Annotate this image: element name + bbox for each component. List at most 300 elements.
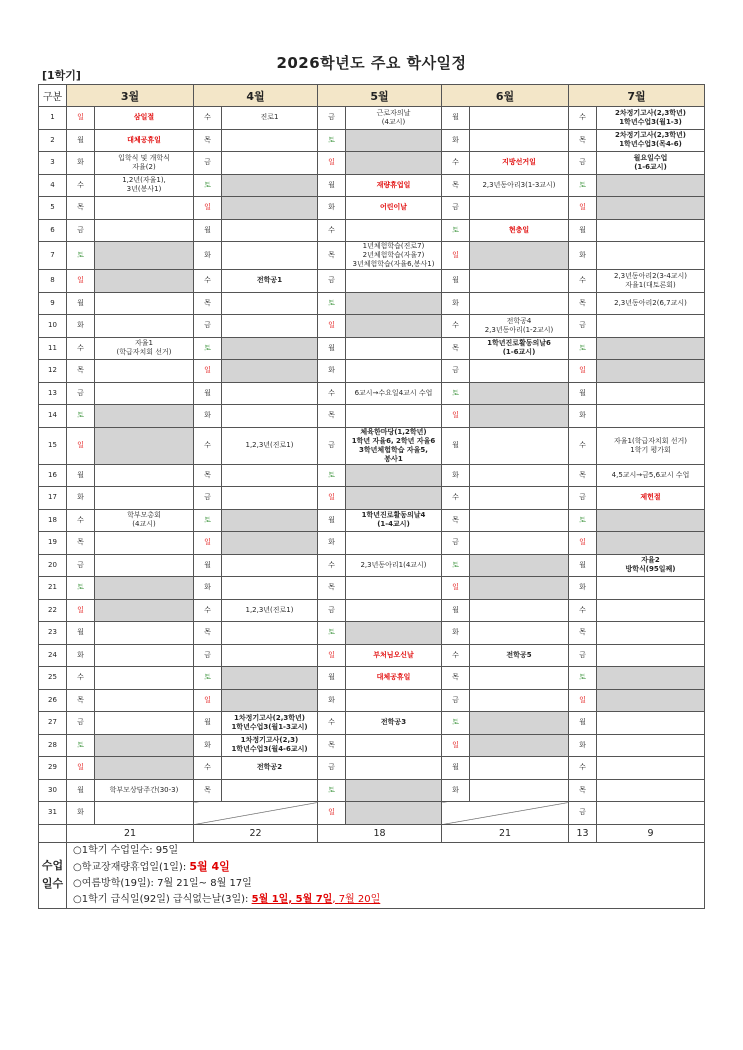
event-cell [95, 554, 194, 577]
summary-notes [67, 842, 705, 908]
day-of-week: 목 [569, 779, 597, 802]
date-number: 11 [39, 337, 67, 360]
day-of-week: 월 [318, 337, 346, 360]
note-date: 7월 20일 [338, 893, 381, 905]
table-row [39, 779, 705, 802]
event-cell [95, 644, 194, 667]
day-of-week: 목 [194, 622, 222, 645]
day-of-week: 목 [569, 292, 597, 315]
event-cell [95, 532, 194, 555]
month-total: 21 [67, 824, 194, 842]
day-of-week: 수 [442, 315, 470, 338]
event-cell [470, 242, 569, 270]
day-of-week: 화 [442, 129, 470, 152]
event-cell [222, 174, 318, 197]
month-header: 6월 [442, 85, 569, 107]
day-of-week: 금 [67, 219, 95, 242]
day-of-week: 목 [194, 292, 222, 315]
day-of-week: 토 [318, 622, 346, 645]
day-of-week: 토 [67, 734, 95, 757]
day-of-week: 수 [569, 427, 597, 464]
event-cell [346, 315, 442, 338]
event-cell: 자율1 (학급자치회 선거) [95, 337, 194, 360]
table-row [39, 382, 705, 405]
event-cell: 4,5교시→금5,6교시 수업 [597, 464, 705, 487]
month-header: 3월 [67, 85, 194, 107]
day-of-week: 금 [318, 757, 346, 780]
day-of-week: 일 [194, 197, 222, 220]
event-cell [346, 360, 442, 383]
day-of-week: 화 [318, 532, 346, 555]
day-of-week: 일 [67, 599, 95, 622]
day-of-week: 화 [442, 779, 470, 802]
table-row [39, 554, 705, 577]
day-of-week: 화 [67, 487, 95, 510]
month-total: 21 [442, 824, 569, 842]
event-cell [346, 464, 442, 487]
event-cell: 1학년진로활동의날4 (1-4교시) [346, 509, 442, 532]
day-of-week: 수 [67, 337, 95, 360]
event-cell [346, 734, 442, 757]
day-of-week: 월 [67, 779, 95, 802]
day-of-week: 금 [442, 689, 470, 712]
note-text: ○1학기 급식일(92일) 급식없는날(3일): [73, 893, 252, 905]
day-of-week: 일 [194, 689, 222, 712]
day-of-week: 화 [318, 360, 346, 383]
day-of-week: 화 [569, 242, 597, 270]
event-cell [95, 197, 194, 220]
table-row [39, 197, 705, 220]
day-of-week: 일 [318, 644, 346, 667]
day-of-week: 수 [569, 107, 597, 130]
day-of-week: 화 [67, 152, 95, 175]
date-number: 19 [39, 532, 67, 555]
event-cell: 제헌절 [597, 487, 705, 510]
event-cell [222, 464, 318, 487]
event-cell: 1차정기고사(2,3) 1학년수업3(월4-6교시) [222, 734, 318, 757]
day-of-week: 수 [569, 599, 597, 622]
date-number: 16 [39, 464, 67, 487]
event-cell [222, 360, 318, 383]
event-cell [597, 779, 705, 802]
event-cell [597, 509, 705, 532]
event-cell [597, 315, 705, 338]
event-cell [346, 405, 442, 428]
event-cell [95, 270, 194, 293]
day-of-week: 토 [194, 174, 222, 197]
event-cell [95, 405, 194, 428]
day-of-week: 금 [194, 487, 222, 510]
day-of-week: 일 [442, 405, 470, 428]
day-of-week: 토 [194, 667, 222, 690]
event-cell [597, 382, 705, 405]
day-of-week: 토 [318, 129, 346, 152]
event-cell [597, 405, 705, 428]
table-row [39, 405, 705, 428]
event-cell [346, 270, 442, 293]
event-cell [95, 464, 194, 487]
day-of-week: 화 [67, 802, 95, 825]
day-of-week: 일 [442, 577, 470, 600]
day-of-week: 일 [67, 107, 95, 130]
day-of-week: 금 [318, 270, 346, 293]
event-cell: 학부모상담주간(30-3) [95, 779, 194, 802]
day-of-week: 월 [194, 382, 222, 405]
day-of-week: 월 [318, 667, 346, 690]
date-number: 14 [39, 405, 67, 428]
event-cell [346, 152, 442, 175]
table-row [39, 532, 705, 555]
event-cell [222, 644, 318, 667]
day-of-week: 목 [442, 337, 470, 360]
table-row [39, 509, 705, 532]
event-cell [470, 599, 569, 622]
day-of-week: 일 [67, 270, 95, 293]
day-of-week: 수 [194, 757, 222, 780]
day-of-week: 월 [67, 129, 95, 152]
day-of-week: 일 [318, 315, 346, 338]
day-of-week: 수 [442, 152, 470, 175]
day-of-week: 토 [318, 779, 346, 802]
event-cell [470, 292, 569, 315]
event-cell [222, 129, 318, 152]
day-of-week: 일 [569, 197, 597, 220]
day-of-week: 목 [318, 405, 346, 428]
event-cell [222, 532, 318, 555]
event-cell [597, 599, 705, 622]
event-cell: 월요일수업 (1-6교시) [597, 152, 705, 175]
day-of-week: 목 [569, 129, 597, 152]
day-of-week: 일 [569, 360, 597, 383]
event-cell [597, 689, 705, 712]
day-of-week: 수 [569, 270, 597, 293]
page-title: 2026학년도 주요 학사일정 [276, 54, 467, 72]
event-cell: 전학공5 [470, 644, 569, 667]
day-of-week: 토 [569, 667, 597, 690]
day-of-week: 월 [569, 382, 597, 405]
day-of-week: 금 [194, 152, 222, 175]
day-of-week: 목 [442, 174, 470, 197]
date-number: 18 [39, 509, 67, 532]
event-cell [597, 242, 705, 270]
day-of-week: 목 [442, 509, 470, 532]
day-of-week: 일 [442, 734, 470, 757]
day-of-week: 일 [194, 360, 222, 383]
day-of-week: 목 [67, 532, 95, 555]
day-of-week: 일 [442, 242, 470, 270]
day-of-week: 토 [569, 174, 597, 197]
event-cell: 체육한마당(1,2학년) 1학년 자율6, 2학년 자율6 3학년체험학습 자율5, 봉사1 [346, 427, 442, 464]
table-row [39, 802, 705, 825]
table-row [39, 689, 705, 712]
event-cell [95, 315, 194, 338]
event-cell [346, 532, 442, 555]
month-total: 18 [318, 824, 442, 842]
event-cell: 삼일절 [95, 107, 194, 130]
table-row [39, 270, 705, 293]
table-row [39, 622, 705, 645]
note-date: 5월 4일 [189, 859, 230, 873]
day-of-week: 토 [318, 292, 346, 315]
day-of-week: 토 [67, 405, 95, 428]
event-cell: 1차정기고사(2,3학년) 1학년수업3(월1-3교시) [222, 712, 318, 735]
date-number: 20 [39, 554, 67, 577]
table-row [39, 337, 705, 360]
event-cell [470, 464, 569, 487]
day-of-week: 목 [194, 779, 222, 802]
day-of-week: 수 [194, 599, 222, 622]
event-cell [95, 577, 194, 600]
note-summer-vacation: ○여름방학(19일): 7월 21일~ 8월 17일 [73, 877, 252, 889]
date-number: 23 [39, 622, 67, 645]
day-of-week: 목 [67, 689, 95, 712]
date-number: 3 [39, 152, 67, 175]
date-number: 10 [39, 315, 67, 338]
table-row [39, 644, 705, 667]
day-of-week: 수 [318, 554, 346, 577]
note-meals [73, 892, 704, 908]
event-cell [597, 734, 705, 757]
event-cell: 학부모총회 (4교시) [95, 509, 194, 532]
event-cell [597, 219, 705, 242]
event-cell [470, 734, 569, 757]
day-of-week: 금 [442, 532, 470, 555]
totals-corner [39, 824, 67, 842]
day-of-week: 토 [194, 509, 222, 532]
day-of-week: 토 [442, 554, 470, 577]
event-cell: 2,3년동아리3(1-3교시) [470, 174, 569, 197]
event-cell [222, 197, 318, 220]
date-number: 29 [39, 757, 67, 780]
table-row [39, 315, 705, 338]
event-cell [597, 197, 705, 220]
event-cell [222, 382, 318, 405]
date-number: 8 [39, 270, 67, 293]
event-cell [222, 152, 318, 175]
table-row [39, 599, 705, 622]
day-of-week: 금 [442, 197, 470, 220]
event-cell [95, 667, 194, 690]
day-of-week: 토 [569, 509, 597, 532]
day-of-week: 화 [67, 315, 95, 338]
event-cell [470, 382, 569, 405]
event-cell [470, 779, 569, 802]
event-cell [346, 219, 442, 242]
day-of-week: 토 [194, 337, 222, 360]
summary-row [39, 842, 705, 908]
date-number: 13 [39, 382, 67, 405]
event-cell [95, 689, 194, 712]
event-cell [597, 577, 705, 600]
note-text: ○학교장재량휴업일(1일): [73, 861, 190, 873]
event-cell [346, 577, 442, 600]
note-discretionary-holiday [73, 859, 704, 876]
day-of-week: 월 [194, 219, 222, 242]
date-number: 7 [39, 242, 67, 270]
day-of-week: 토 [67, 242, 95, 270]
event-cell [597, 802, 705, 825]
day-of-week: 화 [442, 464, 470, 487]
day-of-week: 금 [194, 644, 222, 667]
date-number: 12 [39, 360, 67, 383]
day-of-week: 목 [569, 464, 597, 487]
event-cell: 1년체험학습(진로7) 2년체험학습(자율7) 3년체험학습(자율6,봉사1) [346, 242, 442, 270]
day-of-week: 토 [67, 577, 95, 600]
day-of-week: 월 [194, 712, 222, 735]
day-of-week: 월 [442, 270, 470, 293]
day-of-week: 수 [569, 757, 597, 780]
event-cell [597, 757, 705, 780]
day-of-week: 토 [442, 712, 470, 735]
date-number: 24 [39, 644, 67, 667]
day-of-week: 목 [318, 577, 346, 600]
day-of-week: 화 [569, 577, 597, 600]
day-of-week: 토 [442, 382, 470, 405]
event-cell [470, 622, 569, 645]
empty-cell [194, 802, 318, 825]
day-of-week: 일 [318, 152, 346, 175]
day-of-week: 수 [194, 107, 222, 130]
event-cell [597, 644, 705, 667]
event-cell [597, 360, 705, 383]
event-cell: 대체공휴일 [95, 129, 194, 152]
day-of-week: 수 [67, 509, 95, 532]
event-cell [597, 712, 705, 735]
event-cell: 자율2 방학식(95일째) [597, 554, 705, 577]
event-cell: 부처님오신날 [346, 644, 442, 667]
event-cell [346, 622, 442, 645]
event-cell: 지방선거일 [470, 152, 569, 175]
day-of-week: 목 [67, 360, 95, 383]
month-total: 9 [597, 824, 705, 842]
day-of-week: 월 [318, 509, 346, 532]
event-cell [222, 779, 318, 802]
table-row [39, 219, 705, 242]
month-header: 7월 [569, 85, 705, 107]
event-cell [222, 315, 318, 338]
event-cell [222, 337, 318, 360]
day-of-week: 월 [67, 464, 95, 487]
event-cell [470, 427, 569, 464]
date-number: 28 [39, 734, 67, 757]
table-row [39, 242, 705, 270]
event-cell: 진로1 [222, 107, 318, 130]
day-of-week: 화 [569, 734, 597, 757]
event-cell [470, 270, 569, 293]
day-of-week: 화 [194, 405, 222, 428]
month-total: 13 [569, 824, 597, 842]
event-cell [470, 509, 569, 532]
table-row [39, 152, 705, 175]
month-header-row [39, 85, 705, 107]
event-cell: 전학공2 [222, 757, 318, 780]
day-of-week: 금 [67, 554, 95, 577]
day-of-week: 수 [442, 487, 470, 510]
event-cell [95, 382, 194, 405]
table-row [39, 712, 705, 735]
event-cell [95, 712, 194, 735]
date-number: 22 [39, 599, 67, 622]
day-of-week: 토 [318, 464, 346, 487]
table-row [39, 174, 705, 197]
event-cell [346, 689, 442, 712]
event-cell [222, 487, 318, 510]
day-of-week: 목 [318, 734, 346, 757]
event-cell: 어린이날 [346, 197, 442, 220]
event-cell [346, 599, 442, 622]
event-cell: 자율1(학급자치회 선거) 1학기 평가회 [597, 427, 705, 464]
event-cell: 2,3년동아리2(6,7교시) [597, 292, 705, 315]
event-cell: 1,2,3년(진로1) [222, 427, 318, 464]
month-total: 22 [194, 824, 318, 842]
table-row [39, 757, 705, 780]
day-of-week: 월 [67, 622, 95, 645]
table-row [39, 427, 705, 464]
event-cell: 1,2년(자율1), 3년(봉사1) [95, 174, 194, 197]
date-number: 1 [39, 107, 67, 130]
day-of-week: 수 [67, 667, 95, 690]
table-row [39, 734, 705, 757]
day-of-week: 월 [442, 427, 470, 464]
date-number: 27 [39, 712, 67, 735]
event-cell: 전학공4 2,3년동아리(1-2교시) [470, 315, 569, 338]
date-number: 5 [39, 197, 67, 220]
event-cell: 현충일 [470, 219, 569, 242]
totals-row [39, 824, 705, 842]
event-cell [346, 487, 442, 510]
day-of-week: 금 [569, 315, 597, 338]
event-cell: 입학식 및 개학식 자율(2) [95, 152, 194, 175]
day-of-week: 화 [67, 644, 95, 667]
note-instruction-days: ○1학기 수업일수: 95일 [73, 844, 179, 856]
event-cell [346, 757, 442, 780]
event-cell [470, 360, 569, 383]
day-of-week: 월 [569, 712, 597, 735]
event-cell [222, 577, 318, 600]
month-header: 4월 [194, 85, 318, 107]
date-number: 30 [39, 779, 67, 802]
event-cell: 2,3년동아리1(4교시) [346, 554, 442, 577]
day-of-week: 목 [194, 464, 222, 487]
day-of-week: 목 [67, 197, 95, 220]
day-of-week: 토 [569, 337, 597, 360]
day-of-week: 화 [194, 577, 222, 600]
event-cell [95, 292, 194, 315]
table-row [39, 107, 705, 130]
table-row [39, 667, 705, 690]
day-of-week: 일 [569, 532, 597, 555]
event-cell [470, 577, 569, 600]
event-cell: 대체공휴일 [346, 667, 442, 690]
event-cell [222, 622, 318, 645]
event-cell [95, 242, 194, 270]
day-of-week: 금 [569, 487, 597, 510]
event-cell [95, 360, 194, 383]
day-of-week: 일 [569, 689, 597, 712]
day-of-week: 목 [194, 129, 222, 152]
day-of-week: 목 [569, 622, 597, 645]
day-of-week: 금 [318, 107, 346, 130]
event-cell: 전학공3 [346, 712, 442, 735]
event-cell: 2차정기고사(2,3학년) 1학년수업3(목4-6) [597, 129, 705, 152]
event-cell [222, 242, 318, 270]
event-cell [346, 802, 442, 825]
day-of-week: 금 [318, 427, 346, 464]
event-cell [597, 622, 705, 645]
event-cell [470, 197, 569, 220]
day-of-week: 월 [318, 174, 346, 197]
day-of-week: 수 [318, 712, 346, 735]
